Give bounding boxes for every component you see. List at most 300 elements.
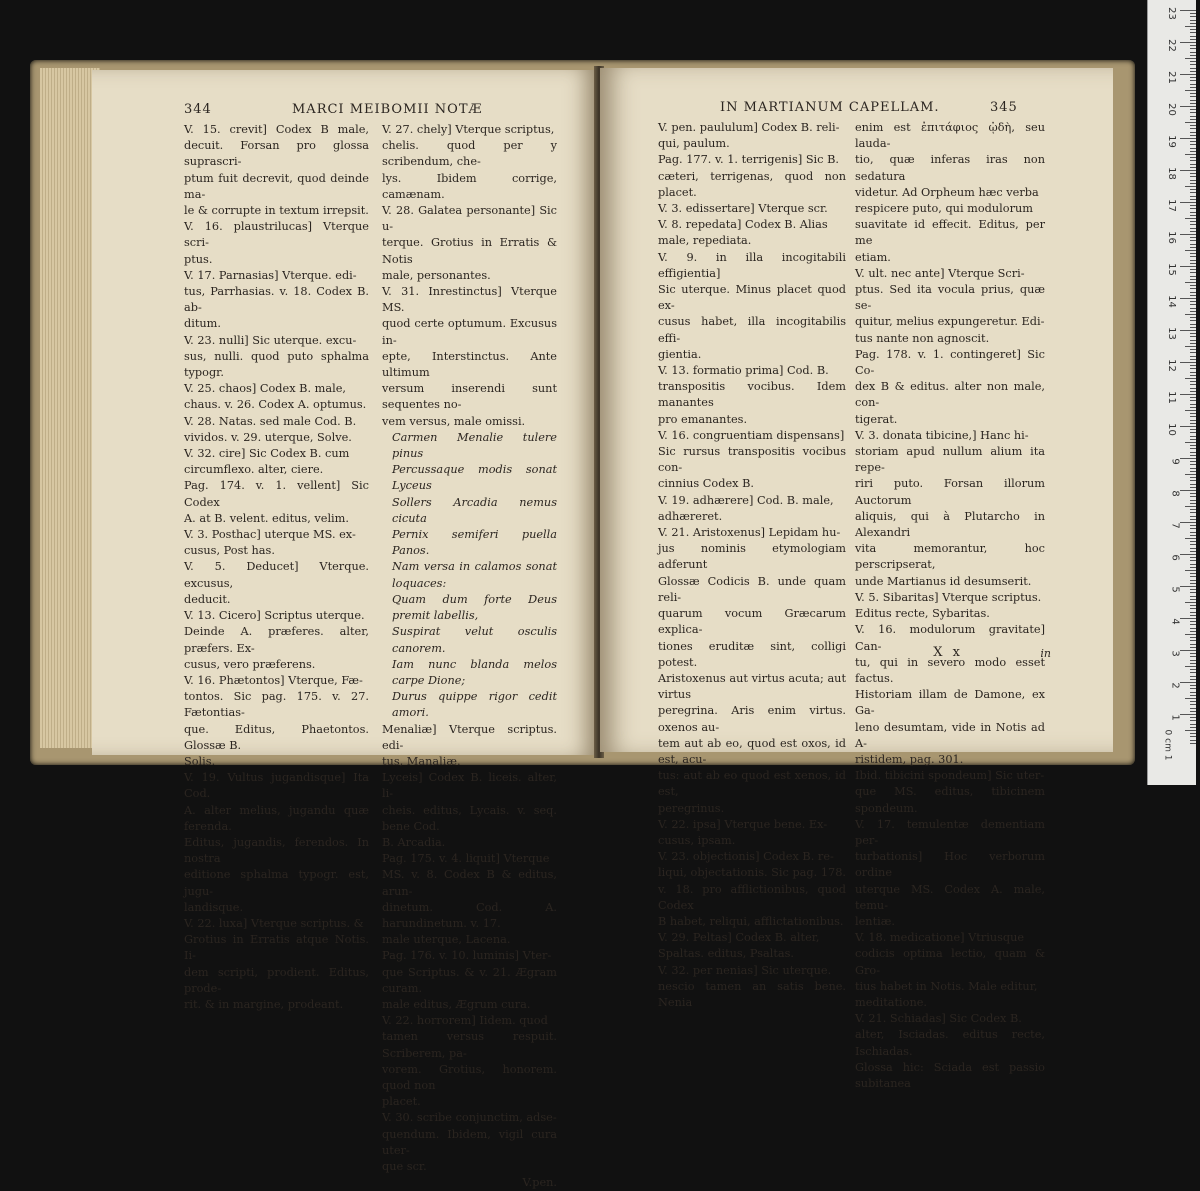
ruler-tick xyxy=(1190,653,1196,654)
ruler-tick xyxy=(1190,343,1196,344)
ruler-tick xyxy=(1190,496,1196,497)
text-line: tio, quæ inferas iras non sedatura xyxy=(855,153,1045,183)
ruler-tick xyxy=(1190,688,1196,689)
ruler-tick xyxy=(1190,519,1196,520)
text-line: tus, Manaliæ. xyxy=(382,754,461,768)
ruler-tick xyxy=(1190,567,1196,568)
ruler-tick xyxy=(1185,154,1196,155)
ruler-tick xyxy=(1185,634,1196,635)
ruler-tick xyxy=(1190,532,1196,533)
ruler-tick xyxy=(1190,679,1196,680)
ruler-tick xyxy=(1180,586,1196,587)
ruler-tick xyxy=(1190,263,1196,264)
text-line: V. pen. paululum] Codex B. reli- xyxy=(658,121,840,134)
ruler-tick xyxy=(1190,84,1196,85)
text-line: que MS. editus, tibicinem spondeum. xyxy=(855,785,1045,815)
text-line: male uterque, Lacena. xyxy=(382,933,511,947)
ruler-tick xyxy=(1190,352,1196,353)
ruler-tick xyxy=(1190,583,1196,584)
text-line: cusus, Post has. xyxy=(184,544,275,558)
text-line: V. 13. formatio prima] Cod. B. xyxy=(658,364,829,378)
ruler-tick xyxy=(1190,500,1196,501)
text-line: V. 22. ipsa] Vterque bene. Ex- xyxy=(658,817,828,831)
ruler-tick xyxy=(1190,253,1196,254)
text-line: cusus, ipsam. xyxy=(658,833,736,847)
text-line: videtur. Ad Orpheum hæc verba xyxy=(855,185,1039,199)
ruler-tick xyxy=(1190,631,1196,632)
ruler-tick xyxy=(1190,695,1196,696)
text-line: dex B & editus. alter non male, con- xyxy=(855,380,1045,410)
ruler-tick xyxy=(1190,397,1196,398)
ruler-tick xyxy=(1190,132,1196,133)
ruler-tick xyxy=(1190,733,1196,734)
ruler-tick xyxy=(1185,218,1196,219)
ruler-tick xyxy=(1190,528,1196,529)
ruler-tick xyxy=(1190,663,1196,664)
ruler-tick xyxy=(1190,589,1196,590)
ruler-tick xyxy=(1190,311,1196,312)
ruler-tick xyxy=(1190,608,1196,609)
text-line: tigerat. xyxy=(855,412,898,426)
ruler-tick xyxy=(1190,199,1196,200)
text-line: liqui, objectationis. Sic pag. 178. xyxy=(658,866,846,880)
ruler-tick xyxy=(1190,32,1196,33)
ruler-tick xyxy=(1190,480,1196,481)
text-line: V. 30. scribe conjunctim, adse- xyxy=(382,1111,557,1125)
text-line: V. 21. Schiadas] Sic Codex B. xyxy=(855,1012,1022,1026)
ruler-tick xyxy=(1190,359,1196,360)
ruler-tick xyxy=(1190,429,1196,430)
text-line: V. 8. repedata] Codex B. Alias xyxy=(658,218,828,232)
ruler-tick xyxy=(1180,234,1196,235)
ruler-tick xyxy=(1190,484,1196,485)
text-line: Menaliæ] Vterque scriptus. edi- xyxy=(382,722,557,752)
ruler-tick xyxy=(1190,68,1196,69)
ruler-number: 11 xyxy=(1166,391,1178,404)
ruler-tick xyxy=(1190,493,1196,494)
text-line: riri puto. Forsan illorum Auctorum xyxy=(855,477,1045,507)
ruler-number: 21 xyxy=(1166,71,1178,84)
text-line: qui, paulum. xyxy=(658,137,730,151)
ruler-tick xyxy=(1190,471,1196,472)
ruler-tick xyxy=(1190,212,1196,213)
text-line: que scr. xyxy=(382,1160,427,1173)
text-line: tius habet in Notis. Male editur, xyxy=(855,979,1038,993)
ruler-tick xyxy=(1190,672,1196,673)
ruler-tick xyxy=(1190,333,1196,334)
text-line: cheis. editus, Lycais. v. seq. bene Cod. xyxy=(382,803,557,833)
text-line: ptum fuit decrevit, quod deinde ma- xyxy=(184,171,369,201)
ruler-tick xyxy=(1190,557,1196,558)
text-line: V. 21. Aristoxenus] Lepidam hu- xyxy=(658,526,841,540)
ruler-tick xyxy=(1190,208,1196,209)
text-line: ptus. xyxy=(184,252,213,266)
text-line: gientia. xyxy=(658,347,702,361)
ruler-tick xyxy=(1190,327,1196,328)
text-line: cinnius Codex B. xyxy=(658,477,754,491)
ruler-tick xyxy=(1190,535,1196,536)
ruler-tick xyxy=(1190,509,1196,510)
left-running-head: MARCI MEIBOMII NOTÆ xyxy=(292,102,483,117)
ruler-tick xyxy=(1190,96,1196,97)
ruler-tick xyxy=(1185,122,1196,123)
ruler-tick xyxy=(1190,612,1196,613)
ruler-tick xyxy=(1180,42,1196,43)
ruler-tick xyxy=(1190,717,1196,718)
ruler-tick xyxy=(1190,391,1196,392)
ruler-number: 5 xyxy=(1169,586,1181,593)
text-line: V. 22. horrorem] Iidem. quod xyxy=(382,1014,548,1028)
ruler-tick xyxy=(1180,394,1196,395)
ruler-tick xyxy=(1190,596,1196,597)
ruler-tick xyxy=(1190,39,1196,40)
ruler-tick xyxy=(1190,516,1196,517)
text-line: V. 16. congruentiam dispensans] xyxy=(658,428,845,442)
text-line: Editus, jugandis, ferendos. In nostra xyxy=(184,835,369,866)
ruler-number: 19 xyxy=(1166,135,1178,148)
text-line: vividos. v. 29. uterque, Solve. xyxy=(184,430,352,444)
text-line: Editus recte, Sybaritas. xyxy=(855,607,990,621)
text-line: V. 3. donata tibicine,] Hanc hi- xyxy=(855,428,1029,442)
text-line: codicis optima lectio, quam & Gro- xyxy=(855,947,1045,977)
ruler-tick xyxy=(1185,346,1196,347)
text-line: tamen versus respuit. Scriberem, pa- xyxy=(382,1030,557,1060)
ruler-tick xyxy=(1190,381,1196,382)
text-line: V. ult. nec ante] Vterque Scri- xyxy=(855,266,1025,280)
text-line: landisque. xyxy=(184,900,244,914)
ruler-tick xyxy=(1190,237,1196,238)
ruler-tick xyxy=(1190,301,1196,302)
ruler-number: 17 xyxy=(1166,199,1178,212)
ruler-tick xyxy=(1190,228,1196,229)
ruler-tick xyxy=(1190,240,1196,241)
text-line: Pag. 177. v. 1. terrigenis] Sic B. xyxy=(658,153,839,167)
ruler-tick xyxy=(1190,324,1196,325)
ruler-tick xyxy=(1190,704,1196,705)
text-line: V. 16. Phætontos] Vterque, Fæ- xyxy=(184,673,363,687)
text-line: Pag. 178. v. 1. contingeret] Sic Co- xyxy=(855,347,1045,378)
ruler-tick xyxy=(1190,173,1196,174)
ruler-tick xyxy=(1190,647,1196,648)
ruler-tick xyxy=(1190,103,1196,104)
ruler-tick xyxy=(1190,560,1196,561)
ruler-tick xyxy=(1190,276,1196,277)
text-line: respicere puto, qui modulorum xyxy=(855,202,1033,216)
ruler-tick xyxy=(1190,176,1196,177)
text-line: quendum. Ibidem, vigil cura uter- xyxy=(382,1127,557,1157)
text-line: ditum. xyxy=(184,317,221,331)
ruler-tick xyxy=(1190,368,1196,369)
ruler-tick xyxy=(1190,205,1196,206)
ruler-number: 16 xyxy=(1166,231,1178,244)
text-line: Glossæ Codicis B. unde quam reli- xyxy=(658,574,846,604)
ruler-tick xyxy=(1185,506,1196,507)
ruler-tick xyxy=(1190,740,1196,741)
ruler-number: 1 xyxy=(1169,714,1181,721)
text-line: Iam nunc blanda melos carpe Dione; xyxy=(392,657,557,687)
right-page-number: 345 xyxy=(990,100,1018,115)
text-line: V. 29. Peltas] Codex B. alter, xyxy=(658,931,820,945)
text-line: V. 31. Inrestinctus] Vterque MS. xyxy=(382,285,557,315)
ruler-tick xyxy=(1190,160,1196,161)
text-line: que. Editus, Phaetontos. Glossæ B. xyxy=(184,722,369,752)
ruler-tick xyxy=(1185,314,1196,315)
ruler-tick xyxy=(1190,464,1196,465)
text-line: leno desumtam, vide in Notis ad A- xyxy=(855,720,1045,750)
text-line: circumflexo. alter, ciere. xyxy=(184,463,324,477)
text-line: tiones eruditæ sint, colligi potest. xyxy=(658,639,846,669)
ruler-tick xyxy=(1180,522,1196,523)
ruler-tick xyxy=(1190,413,1196,414)
ruler-tick xyxy=(1190,448,1196,449)
text-line: tus: aut ab eo quod est xenos, id est, xyxy=(658,769,846,799)
ruler-tick xyxy=(1185,698,1196,699)
ruler-tick xyxy=(1185,250,1196,251)
text-line: cæteri, terrigenas, quod non placet. xyxy=(658,169,846,199)
text-line: tu, qui in severo modo esset factus. xyxy=(855,655,1045,685)
ruler-tick xyxy=(1190,605,1196,606)
ruler-tick xyxy=(1190,461,1196,462)
text-line: Durus quippe rigor cedit amori. xyxy=(392,690,557,720)
ruler-tick xyxy=(1190,48,1196,49)
ruler-tick xyxy=(1190,420,1196,421)
ruler-tick xyxy=(1185,666,1196,667)
ruler-tick xyxy=(1190,260,1196,261)
ruler-tick xyxy=(1185,26,1196,27)
ruler-number: 3 xyxy=(1169,650,1181,657)
ruler-tick xyxy=(1190,576,1196,577)
ruler-tick xyxy=(1190,285,1196,286)
text-line: epte, Interstinctus. Ante ultimum xyxy=(382,349,557,380)
text-line: V. 18. medicatione] Vtriusque xyxy=(855,931,1025,945)
ruler-tick xyxy=(1180,490,1196,491)
ruler-tick xyxy=(1190,640,1196,641)
ruler-tick xyxy=(1190,224,1196,225)
text-line: turbationis] Hoc verborum ordine xyxy=(855,850,1045,880)
right-page xyxy=(600,68,1113,1090)
signature-mark: X x xyxy=(933,645,963,660)
ruler-tick xyxy=(1190,452,1196,453)
ruler-number: 2 xyxy=(1169,682,1181,689)
ruler-tick xyxy=(1190,87,1196,88)
ruler-tick xyxy=(1190,372,1196,373)
text-line: jus nominis etymologiam adferunt xyxy=(658,542,846,572)
ruler-tick xyxy=(1190,55,1196,56)
text-line: B. Arcadia. xyxy=(382,835,446,849)
ruler-tick xyxy=(1190,231,1196,232)
text-line: uterque MS. Codex A. male, temu- xyxy=(855,882,1045,912)
text-line: lys. Ibidem corrige, camænam. xyxy=(382,171,557,201)
text-line: tontos. Sic pag. 175. v. 27. Fætontias- xyxy=(184,690,369,720)
text-line: storiam apud nullum alium ita repe- xyxy=(855,445,1045,475)
ruler-tick xyxy=(1190,432,1196,433)
ruler-tick xyxy=(1190,503,1196,504)
text-line: V. 27. chely] Vterque scriptus, xyxy=(382,123,555,136)
text-line: que Scriptus. & v. 21. Ægram curam. xyxy=(382,965,557,995)
ruler-number: 12 xyxy=(1166,359,1178,372)
ruler-tick xyxy=(1190,292,1196,293)
text-line: rit. & in margine, prodeant. xyxy=(184,997,344,1011)
text-line: V. 22. luxa] Vterque scriptus. & xyxy=(184,916,364,930)
ruler-tick xyxy=(1180,458,1196,459)
ruler-tick xyxy=(1185,730,1196,731)
ruler-tick xyxy=(1190,128,1196,129)
ruler-tick xyxy=(1180,266,1196,267)
ruler-tick xyxy=(1185,442,1196,443)
ruler-tick xyxy=(1190,71,1196,72)
ruler-tick xyxy=(1190,692,1196,693)
ruler-tick xyxy=(1190,189,1196,190)
catchword-right: in xyxy=(1040,647,1051,660)
ruler-tick xyxy=(1190,724,1196,725)
text-line: Quam dum forte Deus premit labellis, xyxy=(392,592,557,623)
text-line: male, repediata. xyxy=(658,234,752,248)
left-page-number: 344 xyxy=(184,102,212,117)
text-line: male, personantes. xyxy=(382,268,491,282)
text-line: Pag. 175. v. 4. liquit] Vterque xyxy=(382,852,550,866)
text-line: Sic rursus transpositis vocibus con- xyxy=(658,445,846,475)
ruler-tick xyxy=(1190,573,1196,574)
ruler-tick xyxy=(1185,602,1196,603)
ruler-tick xyxy=(1190,183,1196,184)
ruler-tick xyxy=(1190,13,1196,14)
ruler-tick xyxy=(1180,554,1196,555)
ruler-tick xyxy=(1190,256,1196,257)
text-line: Suspirat velut osculis canorem. xyxy=(392,625,557,655)
ruler-tick xyxy=(1185,186,1196,187)
ruler-tick xyxy=(1190,180,1196,181)
text-line: A. alter melius, jugandu quæ ferenda. xyxy=(184,803,369,833)
ruler-tick xyxy=(1190,167,1196,168)
ruler-tick xyxy=(1190,468,1196,469)
ruler-tick xyxy=(1190,592,1196,593)
text-line: V. 19. adhærere] Cod. B. male, xyxy=(658,493,834,507)
ruler-tick xyxy=(1190,727,1196,728)
ruler-tick xyxy=(1190,615,1196,616)
text-line: vem versus, male omissi. xyxy=(382,414,526,428)
text-line: Deinde A. præferes. alter, præfers. Ex- xyxy=(184,625,369,655)
ruler-tick xyxy=(1190,548,1196,549)
ruler-tick xyxy=(1190,36,1196,37)
text-line: vita memorantur, hoc perscripserat, xyxy=(855,542,1045,572)
text-line: V. 3. Posthac] uterque MS. ex- xyxy=(184,528,356,542)
ruler-tick xyxy=(1190,109,1196,110)
ruler-tick xyxy=(1190,628,1196,629)
ruler-tick xyxy=(1190,148,1196,149)
text-line: tus nante non agnoscit. xyxy=(855,331,990,345)
right-column-1 xyxy=(658,120,846,1011)
ruler-number: 8 xyxy=(1169,490,1181,497)
ruler-tick xyxy=(1190,541,1196,542)
text-line: V. 23. nulli] Sic uterque. excu- xyxy=(184,333,357,347)
text-line: dinetum. Cod. A. harundinetum. v. 17. xyxy=(382,900,557,930)
ruler-tick xyxy=(1180,330,1196,331)
ruler-tick xyxy=(1190,340,1196,341)
ruler-tick xyxy=(1180,618,1196,619)
text-line: enim est ἐπιτάφιος ᾠδὴ, seu lauda- xyxy=(855,121,1045,151)
text-line: versum inserendi sunt sequentes no- xyxy=(382,382,557,412)
ruler-tick xyxy=(1190,423,1196,424)
right-running-head: IN MARTIANUM CAPELLAM. xyxy=(720,100,940,115)
text-line: V. 15. crevit] Codex B male, decuit. Forsan pro glossa suprascri- xyxy=(184,123,369,169)
text-line: transpositis vocibus. Idem manantes xyxy=(658,380,846,410)
ruler-tick xyxy=(1180,74,1196,75)
ruler-tick xyxy=(1190,279,1196,280)
ruler-tick xyxy=(1190,487,1196,488)
ruler-tick xyxy=(1180,202,1196,203)
ruler-tick xyxy=(1190,512,1196,513)
ruler-tick xyxy=(1185,570,1196,571)
ruler-tick xyxy=(1180,10,1196,11)
ruler-tick xyxy=(1190,141,1196,142)
text-line: editione sphalma typogr. est, jugu- xyxy=(184,868,369,898)
ruler-tick xyxy=(1190,416,1196,417)
ruler-tick xyxy=(1180,298,1196,299)
ruler-number: 7 xyxy=(1169,522,1181,529)
text-line: Pernix semiferi puella Panos. xyxy=(392,528,557,558)
ruler-tick xyxy=(1190,288,1196,289)
text-line: etiam. xyxy=(855,250,891,264)
text-line: V. 13. Cicero] Scriptus uterque. xyxy=(184,609,365,623)
text-line: chaus. v. 26. Codex A. optumus. xyxy=(184,398,367,412)
ruler-tick xyxy=(1190,400,1196,401)
ruler-tick xyxy=(1190,621,1196,622)
ruler-tick xyxy=(1190,644,1196,645)
text-line: V. 17. Parnasias] Vterque. edi- xyxy=(184,268,357,282)
text-line: placet. xyxy=(382,1095,421,1109)
ruler-tick xyxy=(1185,474,1196,475)
text-line: V. 28. Natas. sed male Cod. B. xyxy=(184,414,357,428)
ruler-tick xyxy=(1190,708,1196,709)
ruler-tick xyxy=(1190,215,1196,216)
ruler-tick xyxy=(1190,116,1196,117)
ruler-tick xyxy=(1180,106,1196,107)
ruler-tick xyxy=(1190,525,1196,526)
ruler-tick xyxy=(1185,282,1196,283)
ruler-tick xyxy=(1190,375,1196,376)
ruler-number: 6 xyxy=(1169,554,1181,561)
text-line: suavitate id effecit. Editus, per me xyxy=(855,218,1045,248)
ruler-unit-label: 0 cm 1 xyxy=(1162,729,1173,761)
ruler-tick xyxy=(1190,564,1196,565)
ruler-tick xyxy=(1190,599,1196,600)
text-line: quod certe optumum. Excusus in- xyxy=(382,317,557,347)
ruler-tick xyxy=(1190,64,1196,65)
text-line: V. 5. Sibaritas] Vterque scriptus. xyxy=(855,590,1042,604)
measuring-ruler xyxy=(1147,0,1196,785)
ruler-tick xyxy=(1190,445,1196,446)
ruler-tick xyxy=(1190,244,1196,245)
ruler-tick xyxy=(1185,58,1196,59)
text-line: Historiam illam de Damone, ex Ga- xyxy=(855,688,1045,718)
ruler-tick xyxy=(1190,100,1196,101)
text-line: ptus. Sed ita vocula prius, quæ se- xyxy=(855,283,1045,313)
ruler-tick xyxy=(1190,544,1196,545)
text-line: tem aut ab eo, quod est oxos, id est, acu- xyxy=(658,736,846,766)
ruler-tick xyxy=(1190,20,1196,21)
ruler-number: 18 xyxy=(1166,167,1178,180)
ruler-tick xyxy=(1180,362,1196,363)
ruler-tick xyxy=(1190,317,1196,318)
left-column-2 xyxy=(382,122,557,1191)
ruler-tick xyxy=(1190,269,1196,270)
ruler-tick xyxy=(1180,170,1196,171)
ruler-tick xyxy=(1190,660,1196,661)
text-line: adhæreret. xyxy=(658,509,723,523)
ruler-tick xyxy=(1185,90,1196,91)
page-edges xyxy=(40,68,100,748)
text-line: terque. Grotius in Erratis & Notis xyxy=(382,236,557,266)
